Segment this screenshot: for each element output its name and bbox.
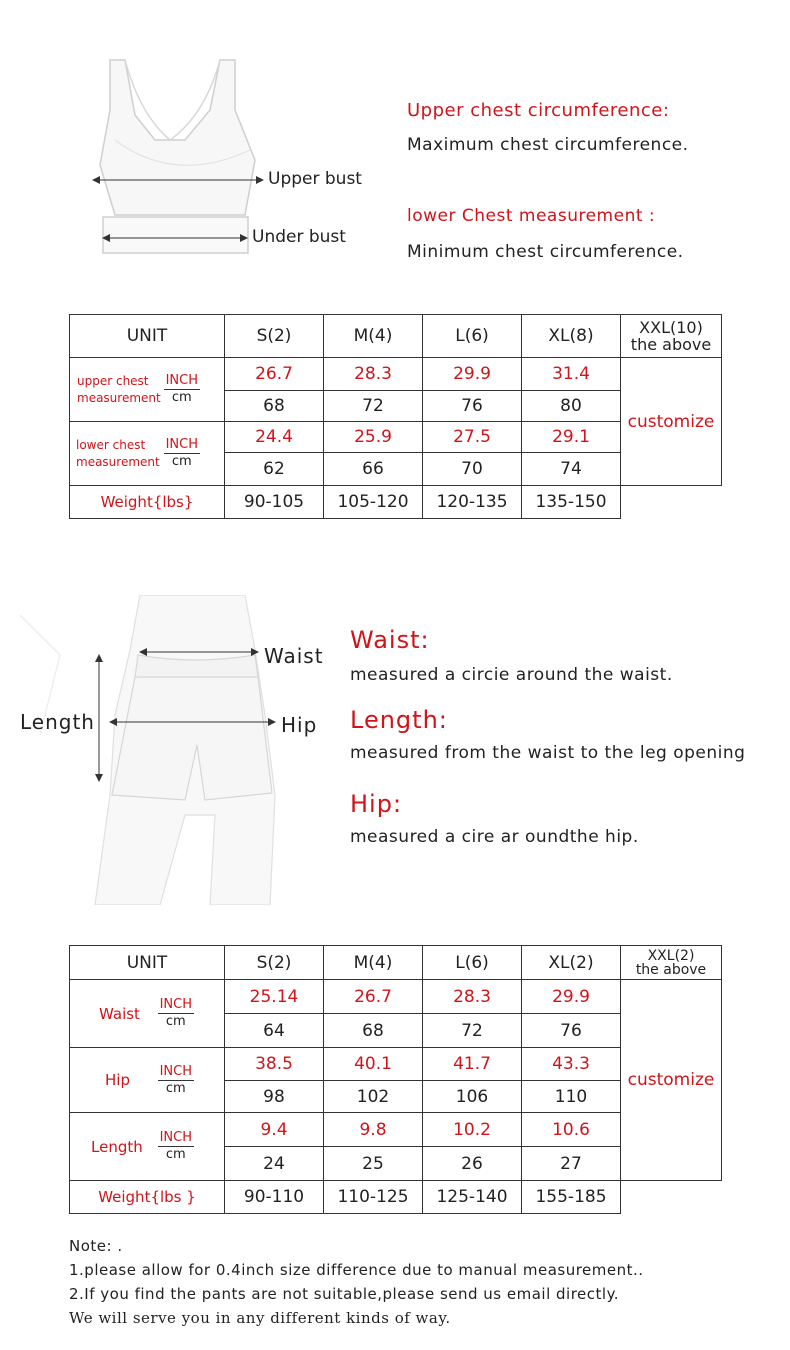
size-header-m: M(4) (324, 946, 423, 980)
waist-title: Waist: (350, 626, 430, 654)
unit-header: UNIT (70, 946, 225, 980)
length-cm-l: 26 (423, 1147, 522, 1181)
upper-chest-description: Maximum chest circumference. (407, 135, 689, 155)
waist-inch-s: 25.14 (225, 980, 324, 1014)
length-label: Length (20, 710, 95, 734)
unit-inch-cm (158, 1064, 194, 1097)
cm-unit: cm (165, 1147, 186, 1162)
weight-m: 110-125 (324, 1181, 423, 1214)
size-header-l: L(6) (423, 946, 522, 980)
waist-inch-xl: 29.9 (522, 980, 621, 1014)
waist-inch-m: 26.7 (324, 980, 423, 1014)
lower-cm-m: 66 (324, 453, 423, 486)
customize-cell: customize (621, 980, 722, 1181)
unit-header: UNIT (70, 315, 225, 358)
length-inch-s: 9.4 (225, 1113, 324, 1147)
weight-l: 125-140 (423, 1181, 522, 1214)
upper-cm-l: 76 (423, 391, 522, 422)
customize-cell: customize (621, 358, 722, 486)
unit-inch-cm (158, 997, 194, 1030)
length-cm-m: 25 (324, 1147, 423, 1181)
hip-cm-m: 102 (324, 1081, 423, 1113)
table-row (70, 486, 722, 519)
upper-cm-xl: 80 (522, 391, 621, 422)
size-header-m: M(4) (324, 315, 423, 358)
upper-inch-l: 29.9 (423, 358, 522, 391)
upper-chest-label-line2: measurement (77, 390, 161, 405)
waist-cm-l: 72 (423, 1014, 522, 1048)
upper-cm-m: 72 (324, 391, 423, 422)
note-line-1: 1.please allow for 0.4inch size difference due to manual measurement.. (69, 1261, 644, 1279)
lower-cm-l: 70 (423, 453, 522, 486)
inch-unit: INCH (159, 1130, 192, 1145)
lower-inch-s: 24.4 (225, 422, 324, 453)
hip-cm-xl: 110 (522, 1081, 621, 1113)
length-row-name: Length (91, 1137, 143, 1156)
inch-unit: INCH (159, 997, 192, 1012)
upper-inch-xl: 31.4 (522, 358, 621, 391)
waist-row-name: Waist (99, 1004, 140, 1023)
length-inch-m: 9.8 (324, 1113, 423, 1147)
hip-row-name: Hip (105, 1071, 130, 1089)
lower-cm-xl: 74 (522, 453, 621, 486)
length-row-label (70, 1113, 225, 1181)
length-inch-l: 10.2 (423, 1113, 522, 1147)
hip-label: Hip (281, 713, 318, 737)
table-row (70, 358, 722, 391)
xxl-header-note: the above (635, 961, 707, 978)
size-header-l: L(6) (423, 315, 522, 358)
note-title: Note: . (69, 1237, 123, 1255)
shorts-illustration (0, 595, 330, 905)
inch-unit: INCH (165, 373, 198, 388)
xxl-header-note: the above (630, 335, 712, 354)
hip-inch-l: 41.7 (423, 1048, 522, 1081)
size-header-s: S(2) (225, 315, 324, 358)
upper-bust-label: Upper bust (268, 169, 362, 189)
length-inch-xl: 10.6 (522, 1113, 621, 1147)
hip-inch-xl: 43.3 (522, 1048, 621, 1081)
hip-inch-s: 38.5 (225, 1048, 324, 1081)
waist-cm-xl: 76 (522, 1014, 621, 1048)
weight-label: Weight{lbs} (70, 486, 225, 519)
waist-inch-l: 28.3 (423, 980, 522, 1014)
inch-unit: INCH (159, 1063, 192, 1079)
size-header-xxl (621, 946, 722, 980)
lower-inch-xl: 29.1 (522, 422, 621, 453)
pants-size-table (69, 945, 722, 1214)
table-row (70, 980, 722, 1014)
sports-bra-illustration (85, 55, 275, 265)
hip-description: measured a cire ar oundthe hip. (350, 827, 639, 847)
cm-unit: cm (165, 1080, 186, 1096)
length-cm-xl: 27 (522, 1147, 621, 1181)
table-header-row (70, 946, 722, 980)
note-line-2: 2.If you find the pants are not suitable,please send us email directly. (69, 1285, 620, 1303)
lower-chest-title: lower Chest measurement : (407, 206, 656, 226)
inch-unit: INCH (165, 437, 198, 452)
xxl-header-size: XXL(2) (647, 947, 695, 964)
xxl-header-size: XXL(10) (639, 318, 703, 337)
size-header-xxl (621, 315, 722, 358)
lower-inch-l: 27.5 (423, 422, 522, 453)
waist-description: measured a circie around the waist. (350, 665, 673, 685)
weight-l: 120-135 (423, 486, 522, 519)
cm-unit: cm (171, 390, 192, 405)
waist-cm-m: 68 (324, 1014, 423, 1048)
weight-s: 90-105 (225, 486, 324, 519)
hip-title: Hip: (350, 790, 403, 818)
upper-chest-label-line1: upper chest (77, 373, 149, 388)
lower-inch-m: 25.9 (324, 422, 423, 453)
lower-chest-description: Minimum chest circumference. (407, 242, 684, 262)
lower-cm-s: 62 (225, 453, 324, 486)
hip-cm-s: 98 (225, 1081, 324, 1113)
waist-label: Waist (264, 644, 324, 668)
size-header-xl: XL(2) (522, 946, 621, 980)
length-description: measured from the waist to the leg opening (350, 743, 746, 763)
lower-chest-row-label (70, 422, 225, 486)
upper-inch-m: 28.3 (324, 358, 423, 391)
bra-size-table (69, 314, 722, 519)
under-bust-label: Under bust (252, 227, 346, 247)
weight-m: 105-120 (324, 486, 423, 519)
upper-chest-title: Upper chest circumference: (407, 100, 670, 121)
upper-cm-s: 68 (225, 391, 324, 422)
unit-inch-cm (158, 1130, 194, 1163)
table-row (70, 1181, 722, 1214)
table-header-row (70, 315, 722, 358)
upper-chest-row-label (70, 358, 225, 422)
weight-label: Weight{lbs } (70, 1181, 225, 1214)
unit-inch-cm (164, 437, 200, 470)
size-header-xl: XL(8) (522, 315, 621, 358)
lower-chest-label-line2: measurement (76, 454, 160, 469)
hip-inch-m: 40.1 (324, 1048, 423, 1081)
upper-inch-s: 26.7 (225, 358, 324, 391)
cm-unit: cm (165, 1014, 186, 1029)
waist-row-label (70, 980, 225, 1048)
size-header-s: S(2) (225, 946, 324, 980)
weight-xl: 155-185 (522, 1181, 621, 1214)
unit-inch-cm (164, 373, 200, 406)
weight-s: 90-110 (225, 1181, 324, 1214)
length-title: Length: (350, 706, 448, 734)
lower-chest-label-line1: lower chest (76, 437, 146, 452)
note-line-3: We will serve you in any different kinds of way. (69, 1309, 451, 1327)
hip-cm-l: 106 (423, 1081, 522, 1113)
hip-row-label (70, 1048, 225, 1113)
length-cm-s: 24 (225, 1147, 324, 1181)
waist-cm-s: 64 (225, 1014, 324, 1048)
cm-unit: cm (171, 454, 192, 469)
weight-xl: 135-150 (522, 486, 621, 519)
